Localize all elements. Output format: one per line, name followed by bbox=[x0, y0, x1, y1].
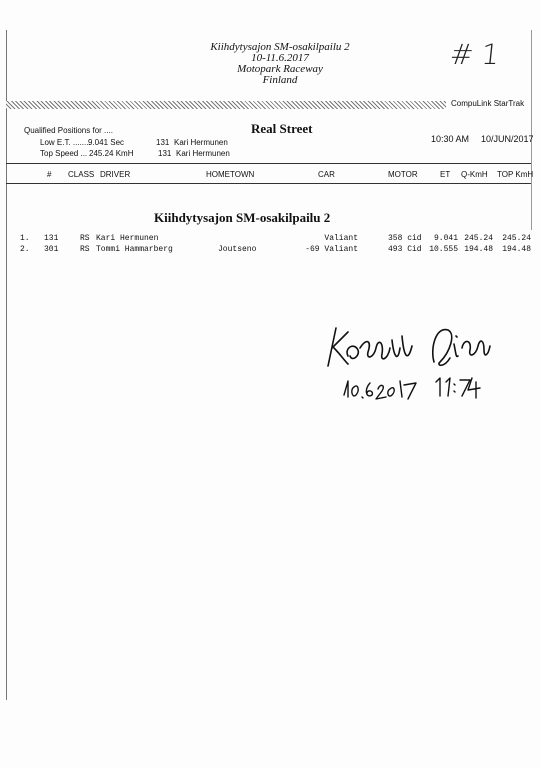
row-driver: Tommi Hammarberg bbox=[96, 245, 173, 254]
table-row bbox=[0, 234, 541, 244]
low-et-label: Low E.T. ........ bbox=[40, 138, 91, 147]
signature-1-drawing bbox=[318, 318, 418, 378]
header-line-1: Kiihdytysajon SM-osakilpailu 2 bbox=[210, 41, 350, 53]
date: 10/JUN/2017 bbox=[481, 134, 534, 144]
table-row bbox=[0, 245, 541, 255]
col-header-hometown: HOMETOWN bbox=[206, 170, 255, 179]
top-speed-driver: Kari Hermunen bbox=[176, 149, 230, 158]
left-border bbox=[6, 30, 7, 700]
row-car: -69 Valiant bbox=[305, 245, 358, 254]
handwritten-time-drawing bbox=[432, 372, 482, 400]
row-qkmh: 194.48 bbox=[464, 245, 493, 254]
col-header-car: CAR bbox=[318, 170, 335, 179]
row-et: 10.555 bbox=[429, 245, 458, 254]
col-header-et: ET bbox=[440, 170, 451, 179]
top-speed-label: Top Speed ... bbox=[40, 149, 88, 158]
header-line-3: Motopark Raceway bbox=[237, 63, 323, 75]
top-speed-value: 245.24 KmH bbox=[89, 149, 134, 158]
row-position: 1. bbox=[20, 234, 30, 243]
top-speed-number: 131 bbox=[158, 149, 172, 158]
row-motor: 493 Cid bbox=[388, 245, 422, 254]
hatched-divider bbox=[6, 101, 446, 109]
row-qkmh: 245.24 bbox=[464, 234, 493, 243]
row-position: 2. bbox=[20, 245, 30, 254]
row-driver: Kari Hermunen bbox=[96, 234, 159, 243]
col-header-qkmh: Q-KmH bbox=[461, 170, 488, 179]
col-header-motor: MOTOR bbox=[388, 170, 418, 179]
handwritten-sheet-number: #1 bbox=[448, 38, 510, 71]
time: 10:30 AM bbox=[431, 134, 470, 144]
qualified-label: Qualified Positions for .... bbox=[24, 126, 113, 135]
right-border bbox=[531, 30, 532, 230]
signature-2-drawing bbox=[426, 318, 496, 374]
event-title: Kiihdytysajon SM-osakilpailu 2 bbox=[154, 210, 331, 225]
low-et-number: 131 bbox=[156, 138, 170, 147]
row-class: RS bbox=[80, 245, 90, 254]
timing-system-brand: CompuLink StarTrak bbox=[451, 99, 525, 108]
handwritten-date-drawing bbox=[340, 375, 420, 403]
col-header-driver: DRIVER bbox=[100, 170, 131, 179]
row-number: 131 bbox=[44, 234, 59, 243]
low-et-value: 9.041 Sec bbox=[88, 138, 125, 147]
row-motor: 358 cid bbox=[388, 234, 422, 243]
row-class: RS bbox=[80, 234, 90, 243]
header-line-4: Finland bbox=[262, 74, 298, 86]
header-rule-bottom bbox=[6, 183, 531, 184]
col-header-class: CLASS bbox=[68, 170, 95, 179]
class-title: Real Street bbox=[251, 121, 313, 136]
col-header-number: # bbox=[47, 170, 52, 179]
header-rule-top bbox=[6, 163, 531, 164]
col-header-topkmh: TOP KmH bbox=[497, 170, 534, 179]
row-hometown: Joutseno bbox=[218, 245, 257, 254]
row-et: 9.041 bbox=[433, 234, 458, 243]
row-topkmh: 194.48 bbox=[502, 245, 531, 254]
row-car: Valiant bbox=[324, 234, 358, 243]
row-topkmh: 245.24 bbox=[502, 234, 531, 243]
header-line-2: 10-11.6.2017 bbox=[251, 52, 309, 64]
row-number: 301 bbox=[44, 245, 59, 254]
low-et-driver: Kari Hermunen bbox=[174, 138, 228, 147]
